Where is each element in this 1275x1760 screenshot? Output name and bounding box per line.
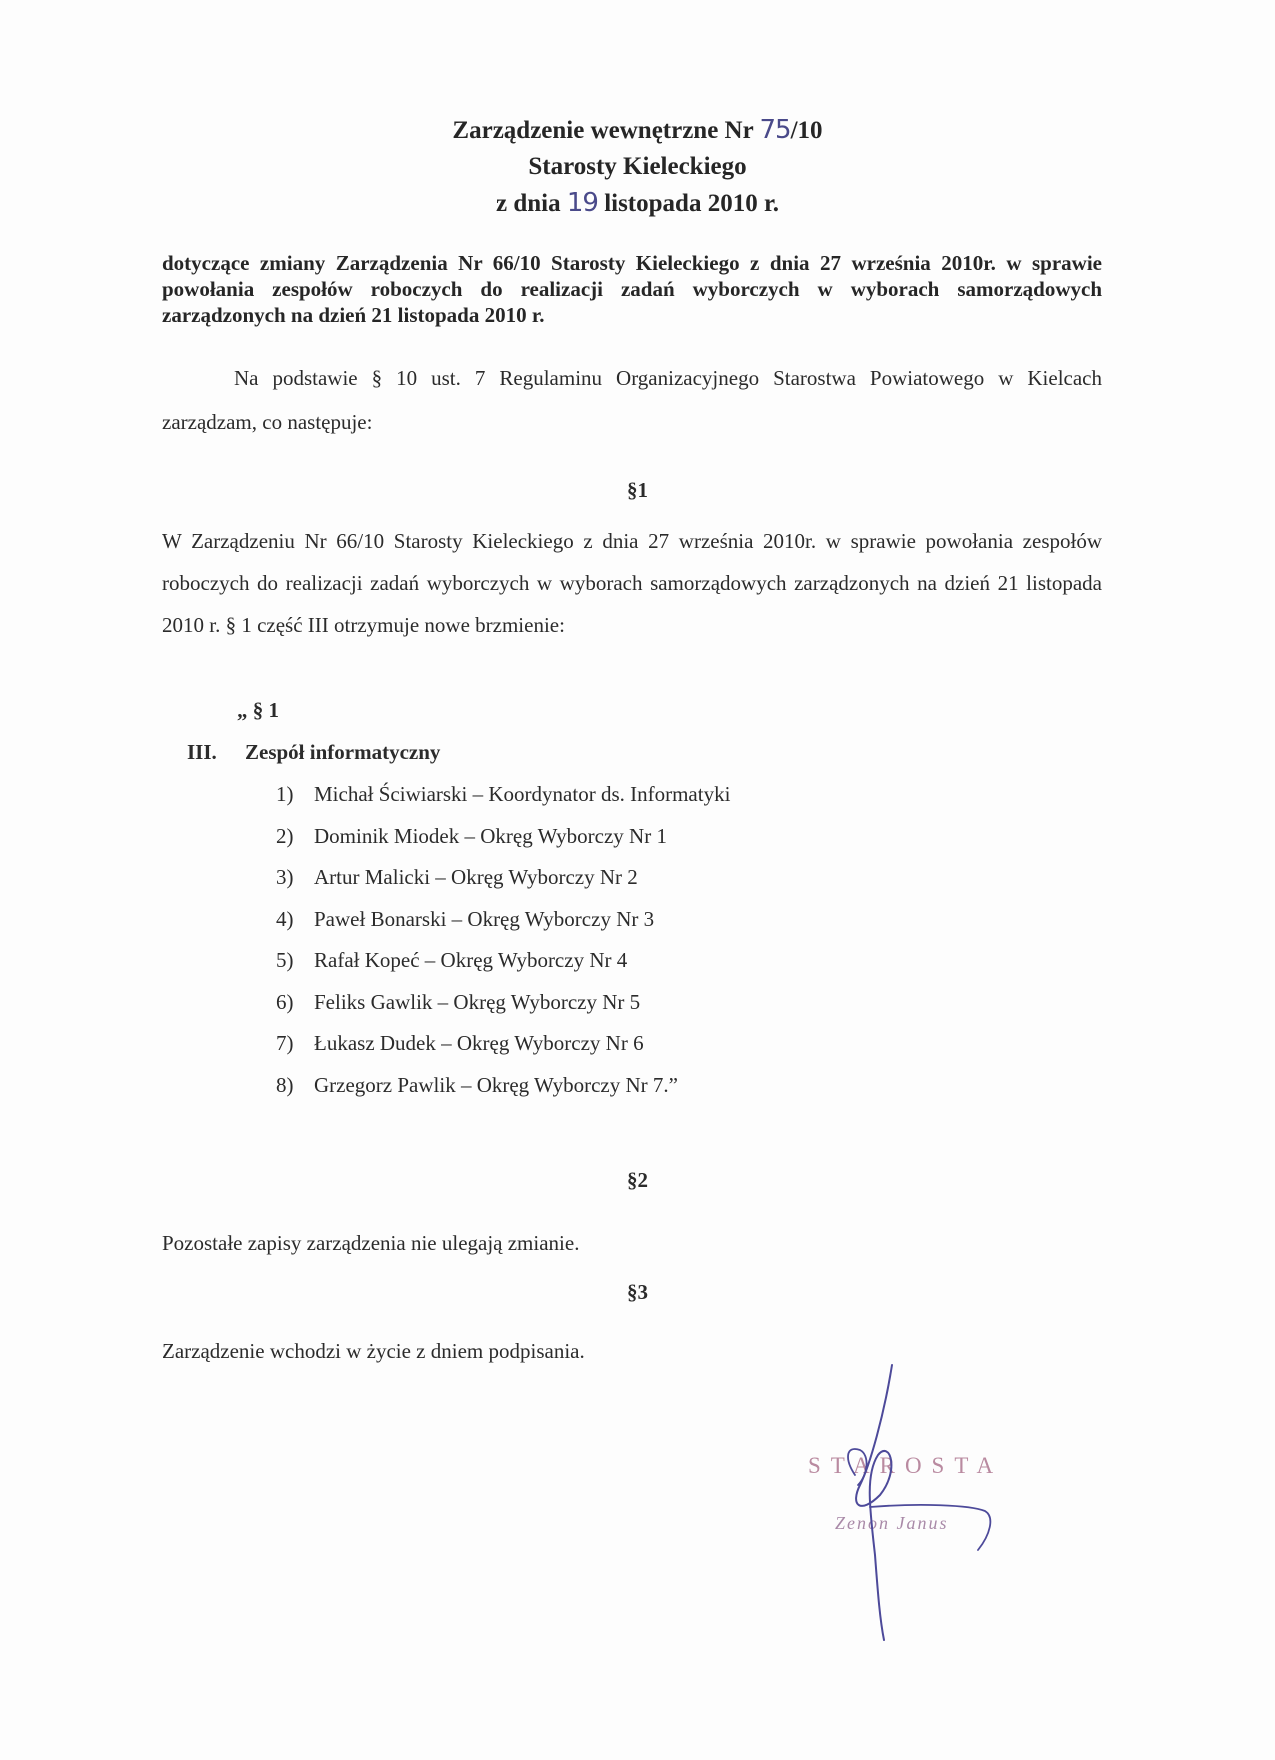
- document-subject: dotyczące zmiany Zarządzenia Nr 66/10 Starosty Kieleckiego z dnia 27 września 2010r. w sprawie powołania zespołów roboczych do realizacji zadań wyborczych w wyborach samorządowych zarządzonych na dzień 21 listopada 2010 r.: [162, 251, 1102, 327]
- team-member-list: [276, 778, 730, 1110]
- section-3-text: Zarządzenie wchodzi w życie z dniem podpisania.: [162, 1339, 585, 1363]
- item-number: 3): [276, 865, 294, 889]
- section-1-text: W Zarządzeniu Nr 66/10 Starosty Kieleckiego z dnia 27 września 2010r. w sprawie powołania zespołów roboczych do realizacji zadań wyborczych w wyborach samorządowych zarządzonych na dzień 21 listopada 2010 r. § 1 część III otrzymuje nowe brzmienie:: [162, 529, 1102, 637]
- list-item: [276, 903, 730, 945]
- handwritten-number: 75: [759, 115, 791, 145]
- item-number: 1): [276, 782, 294, 806]
- list-item: [276, 861, 730, 903]
- team-roman-numeral: III.: [187, 740, 217, 764]
- item-text: Artur Malicki – Okręg Wyborczy Nr 2: [314, 865, 638, 889]
- date-prefix: z dnia: [495, 190, 567, 217]
- item-number: 2): [276, 823, 294, 848]
- handwritten-signature: [800, 1345, 1060, 1645]
- list-item: [276, 1027, 730, 1069]
- list-item: [276, 1069, 730, 1111]
- legal-basis: Na podstawie § 10 ust. 7 Regulaminu Organizacyjnego Starostwa Powiatowego w Kielcach zarządzam, co następuje:: [162, 366, 1102, 434]
- section-2-mark: §2: [627, 1168, 648, 1192]
- list-item: [276, 820, 730, 862]
- item-number: 7): [276, 1031, 294, 1055]
- title-line-3: [0, 185, 1275, 222]
- item-number: 5): [276, 948, 294, 972]
- item-text: Grzegorz Pawlik – Okręg Wyborczy Nr 7.”: [314, 1072, 678, 1097]
- item-text: Rafał Kopeć – Okręg Wyborczy Nr 4: [314, 948, 628, 972]
- title-line-1: [0, 112, 1275, 149]
- title-suffix: /10: [790, 117, 823, 144]
- stamp-name: Zenon Janus: [835, 1513, 949, 1533]
- team-heading: [187, 740, 440, 765]
- section-3-mark: §3: [627, 1280, 648, 1304]
- list-item: [276, 944, 730, 986]
- item-number: 6): [276, 989, 294, 1014]
- stamp-title: STAROSTA: [808, 1453, 1004, 1478]
- list-item: [276, 778, 730, 820]
- section-2-text: Pozostałe zapisy zarządzenia nie ulegają zmianie.: [162, 1231, 580, 1255]
- item-text: Michał Ściwiarski – Koordynator ds. Informatyki: [314, 782, 731, 806]
- document-title: [0, 112, 1275, 222]
- title-line-2: Starosty Kieleckiego: [528, 153, 747, 180]
- date-suffix: listopada 2010 r.: [597, 190, 779, 217]
- item-text: Dominik Miodek – Okręg Wyborczy Nr 1: [314, 823, 667, 848]
- list-item: [276, 986, 730, 1028]
- signature-stamp: [800, 1345, 1060, 1645]
- section-1-mark: §1: [627, 478, 648, 502]
- quoted-section-mark: „ § 1: [237, 698, 279, 722]
- handwritten-day: 19: [566, 188, 598, 218]
- item-text: Paweł Bonarski – Okręg Wyborczy Nr 3: [314, 906, 655, 931]
- title-prefix: Zarządzenie wewnętrzne Nr: [452, 117, 760, 144]
- team-name: Zespół informatyczny: [245, 740, 441, 764]
- item-number: 8): [276, 1072, 294, 1097]
- item-number: 4): [276, 906, 294, 931]
- item-text: Feliks Gawlik – Okręg Wyborczy Nr 5: [314, 989, 641, 1014]
- item-text: Łukasz Dudek – Okręg Wyborczy Nr 6: [314, 1031, 644, 1055]
